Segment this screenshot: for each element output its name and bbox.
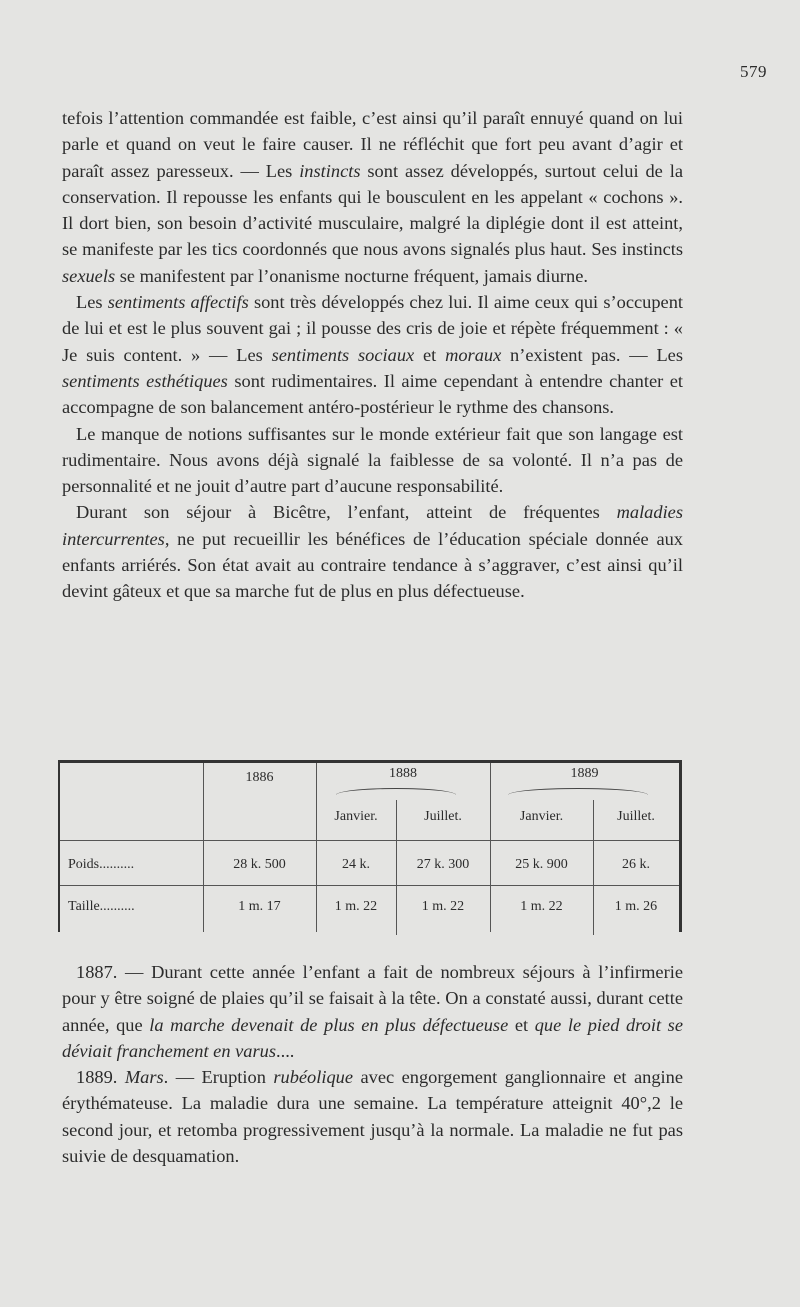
- text-run: Les: [76, 292, 108, 313]
- header-1886: 1886: [245, 770, 274, 785]
- text-run: se manifestent par l’onanisme nocturne fréquent, jamais diurne.: [115, 265, 588, 286]
- italic-text: que le pied droit se déviait franchement en varus: [62, 1014, 683, 1061]
- text-run: n’existent pas. — Les: [501, 344, 684, 365]
- paragraph: [62, 959, 683, 1064]
- paragraph: [62, 1064, 683, 1169]
- year-brace-1889: [508, 788, 648, 795]
- paragraph: [62, 105, 683, 289]
- row-label-poids: Poids..........: [68, 857, 135, 872]
- text-run: et: [508, 1014, 535, 1035]
- header-janvier-1889: Janvier.: [519, 809, 564, 824]
- text-run: 1887. — Durant cette année l’enfant a fait de nombreux séjours à l’infirmerie pour y être soigné de plaies qu’il se faisait à la tête. On a constaté aussi, durant cette année, que: [62, 962, 683, 1035]
- table-cell: 1 m. 17: [238, 899, 281, 914]
- italic-text: sentiments esthétiques: [62, 370, 228, 391]
- paragraph: [62, 421, 683, 500]
- header-juillet-1889: Juillet.: [617, 809, 655, 824]
- table-cell: 1 m. 22: [421, 899, 465, 914]
- text-run: 1889.: [76, 1067, 125, 1088]
- italic-text: instincts: [299, 160, 361, 181]
- header-rule: [60, 840, 679, 841]
- text-run: Le manque de notions suffisantes sur le monde extérieur fait que son langage est rudimentaire. Nous avons déjà signalé la faiblesse de sa volonté. Il n’a pas de personnalité et ne jouit d’autre part d’aucune responsabilité.: [62, 423, 683, 497]
- paragraph: [62, 499, 683, 604]
- table-left-rule: [58, 760, 60, 932]
- row-rule: [60, 885, 679, 886]
- italic-text: maladies intercurrentes: [62, 502, 683, 549]
- table-right-rule: [679, 760, 682, 932]
- italic-text: sexuels: [62, 265, 116, 286]
- table-cell: 1 m. 26: [614, 899, 658, 914]
- text-run: Durant son séjour à Bicêtre, l’enfant, atteint de fréquentes: [76, 502, 617, 523]
- text-run: sont rudimentaires. Il aime cependant à entendre chanter et accompagne de son balancement antéro-postérieur le rythme des chansons.: [62, 370, 683, 418]
- text-run: tefois l’attention commandée est faible, c’est ainsi qu’il paraît ennuyé quand on lui parle et quand on veut le faire causer. Il ne réfléchit que fort peu avant d’agir et paraît assez paresseux. — Les: [62, 108, 683, 181]
- italic-text: moraux: [445, 344, 502, 365]
- table-cell: 1 m. 22: [334, 899, 378, 914]
- header-1888: 1888: [389, 766, 417, 781]
- table-top-rule: [58, 760, 682, 763]
- header-janvier-1888: Janvier.: [334, 809, 378, 824]
- table-cell: 26 k.: [622, 857, 650, 872]
- text-run: sont assez développés, surtout celui de la conservation. Il repousse les enfants qui le bousculent en les appelant « cochons ». Il dort bien, son besoin d’activité musculaire, malgré la diplégie dont il est atteint, se manifeste par les tics coordonnés que nous avons signalés plus haut. Ses instincts: [62, 160, 683, 260]
- row-label-taille: Taille..........: [68, 899, 135, 914]
- paragraph: [62, 289, 683, 420]
- measurements-table: [58, 760, 682, 932]
- table-cell: 25 k. 900: [515, 857, 568, 872]
- header-1889: 1889: [570, 766, 599, 781]
- text-run: . — Eruption: [163, 1067, 274, 1088]
- text-run: ....: [276, 1040, 295, 1061]
- italic-text: sentiments affectifs: [107, 292, 249, 313]
- italic-text: la marche devenait de plus en plus défectueuse: [149, 1014, 509, 1035]
- text-run: avec engorgement ganglionnaire et angine érythémateuse. La maladie dura une semaine. La température atteignit 40°,2 le second jour, et retomba progressivement jusqu’à la normale. La maladie ne fut pas suivie de desquamation.: [62, 1067, 683, 1167]
- page-number: 579: [740, 62, 767, 81]
- body-text-bottom: [62, 959, 683, 1169]
- text-run: et: [414, 344, 446, 365]
- italic-text: Mars: [124, 1067, 164, 1088]
- table-cell: 27 k. 300: [416, 857, 470, 872]
- text-run: sont très développés chez lui. Il aime ceux qui s’occupent de lui et est le plus souvent gai ; il pousse des cris de joie et répète fréquemment : « Je suis content. » — Les: [62, 292, 683, 365]
- italic-text: rubéolique: [273, 1067, 354, 1088]
- body-text-top: [62, 105, 683, 605]
- table-cell: 24 k.: [342, 857, 370, 872]
- table-cell: 28 k. 500: [233, 857, 286, 872]
- italic-text: sentiments sociaux: [271, 344, 415, 365]
- text-run: , ne put recueillir les bénéfices de l’éducation spéciale donnée aux enfants arriérés. Son état avait au contraire tendance à s’aggraver, c’est ainsi qu’il devint gâteux et que sa marche fut de plus en plus défectueuse.: [62, 528, 683, 602]
- year-brace-1888: [336, 788, 456, 795]
- table-cell: 1 m. 22: [520, 899, 563, 914]
- header-juillet-1888: Juillet.: [424, 809, 462, 824]
